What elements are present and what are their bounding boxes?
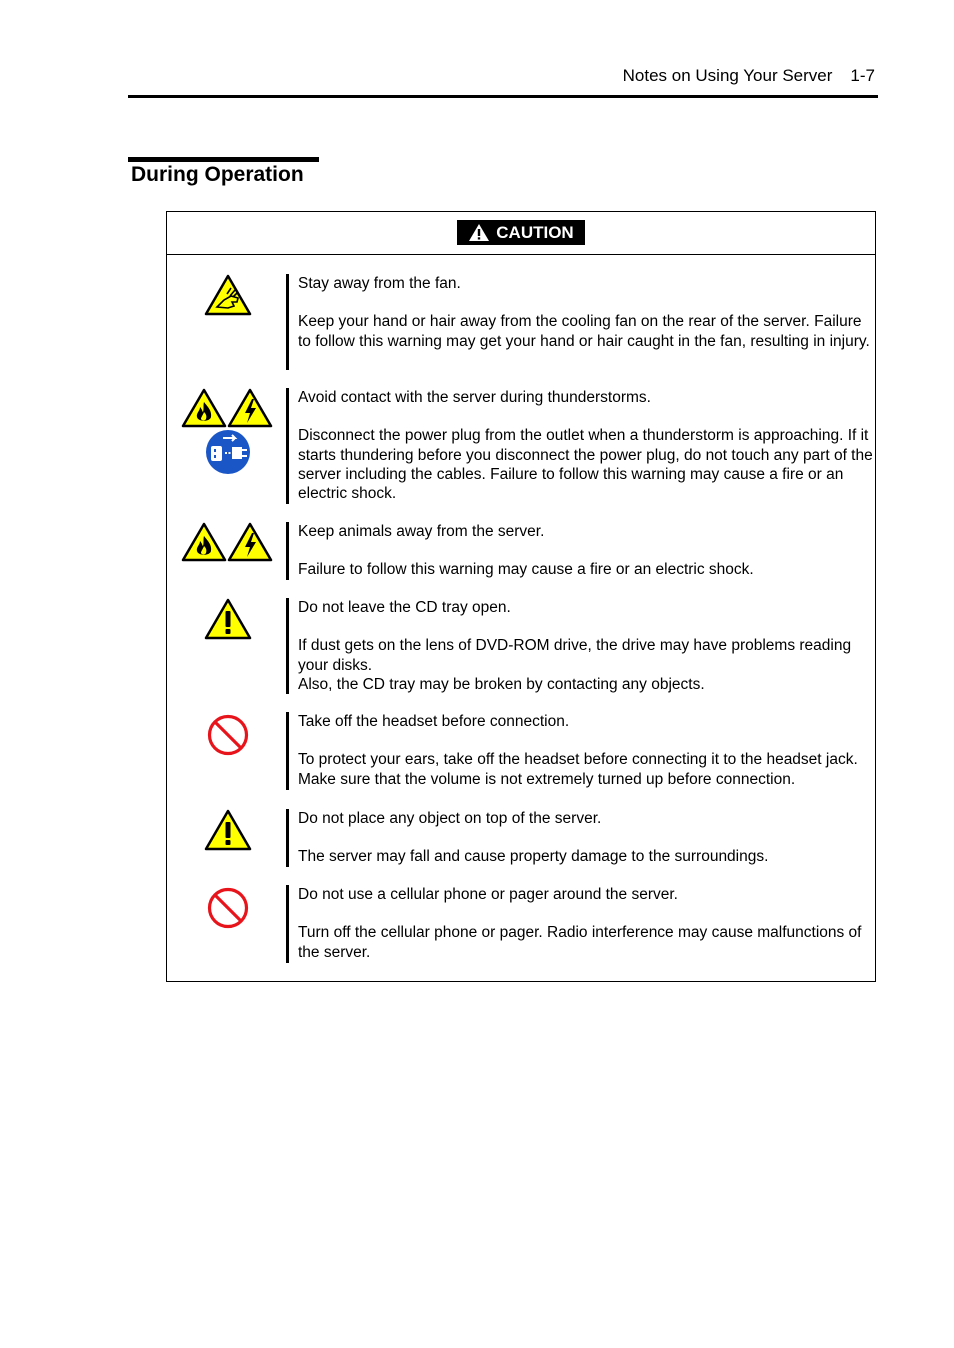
unplug-icon	[205, 429, 251, 475]
entry-bar	[286, 522, 289, 580]
caution-badge	[457, 220, 585, 245]
section-title: During Operation	[131, 163, 304, 186]
header-rule	[128, 95, 878, 98]
entry-text	[298, 274, 873, 351]
running-title: Notes on Using Your Server	[622, 66, 833, 85]
page-number: 1-7	[850, 66, 875, 85]
entry-body: Failure to follow this warning may cause a fire or an electric shock.	[298, 561, 754, 579]
entry-body: Disconnect the power plug from the outlet when a thunderstorm is approaching. If it starts thundering before you disconnect the power plug, do not touch any part of the server including the cables. Failure to follow this warning may cause a fire or an electric shock.	[298, 427, 873, 503]
entry-body: Turn off the cellular phone or pager. Radio interference may cause malfunctions of the server.	[298, 924, 862, 961]
entry-heading: Keep animals away from the server.	[298, 523, 545, 540]
caution-box	[166, 211, 876, 982]
exclamation-warning-icon	[204, 598, 252, 640]
entry-text	[298, 712, 873, 789]
entry-text	[298, 388, 873, 503]
caution-triangle-icon	[468, 223, 490, 242]
entry-body: To protect your ears, take off the headset before connecting it to the headset jack. Make sure that the volume is not extremely turned up before connection.	[298, 751, 858, 788]
entry-bar	[286, 388, 289, 504]
entry-heading: Stay away from the fan.	[298, 275, 461, 292]
entry-text	[298, 522, 873, 580]
entry-body: Keep your hand or hair away from the cooling fan on the rear of the server. Failure to follow this warning may get your hand or hair caught in the fan, resulting in injury.	[298, 313, 870, 350]
entry-body: The server may fall and cause property damage to the surroundings.	[298, 848, 769, 866]
running-header	[623, 66, 875, 86]
fire-warning-icon	[181, 522, 227, 562]
entry-text	[298, 885, 873, 962]
entry-heading: Avoid contact with the server during thunderstorms.	[298, 389, 651, 406]
electric-shock-warning-icon	[227, 388, 273, 428]
entry-heading: Do not leave the CD tray open.	[298, 599, 511, 616]
prohibition-icon	[207, 887, 249, 929]
section-rule	[128, 157, 319, 162]
entry-text	[298, 598, 873, 694]
entry-body: Also, the CD tray may be broken by contacting any objects.	[298, 675, 705, 693]
entry-heading: Take off the headset before connection.	[298, 713, 570, 730]
entry-bar	[286, 712, 289, 790]
entry-text	[298, 809, 873, 867]
exclamation-warning-icon	[204, 809, 252, 851]
caution-header	[167, 212, 875, 255]
entry-bar	[286, 274, 289, 370]
entry-bar	[286, 598, 289, 694]
entry-bar	[286, 809, 289, 867]
caution-label: CAUTION	[496, 222, 574, 242]
fire-warning-icon	[181, 388, 227, 428]
entry-bar	[286, 885, 289, 963]
prohibition-icon	[207, 714, 249, 756]
entry-body: If dust gets on the lens of DVD-ROM drive, the drive may have problems reading your disks.	[298, 637, 852, 674]
entry-heading: Do not place any object on top of the server.	[298, 810, 602, 827]
hand-caught-warning-icon	[204, 274, 252, 316]
entry-heading: Do not use a cellular phone or pager around the server.	[298, 886, 678, 903]
electric-shock-warning-icon	[227, 522, 273, 562]
